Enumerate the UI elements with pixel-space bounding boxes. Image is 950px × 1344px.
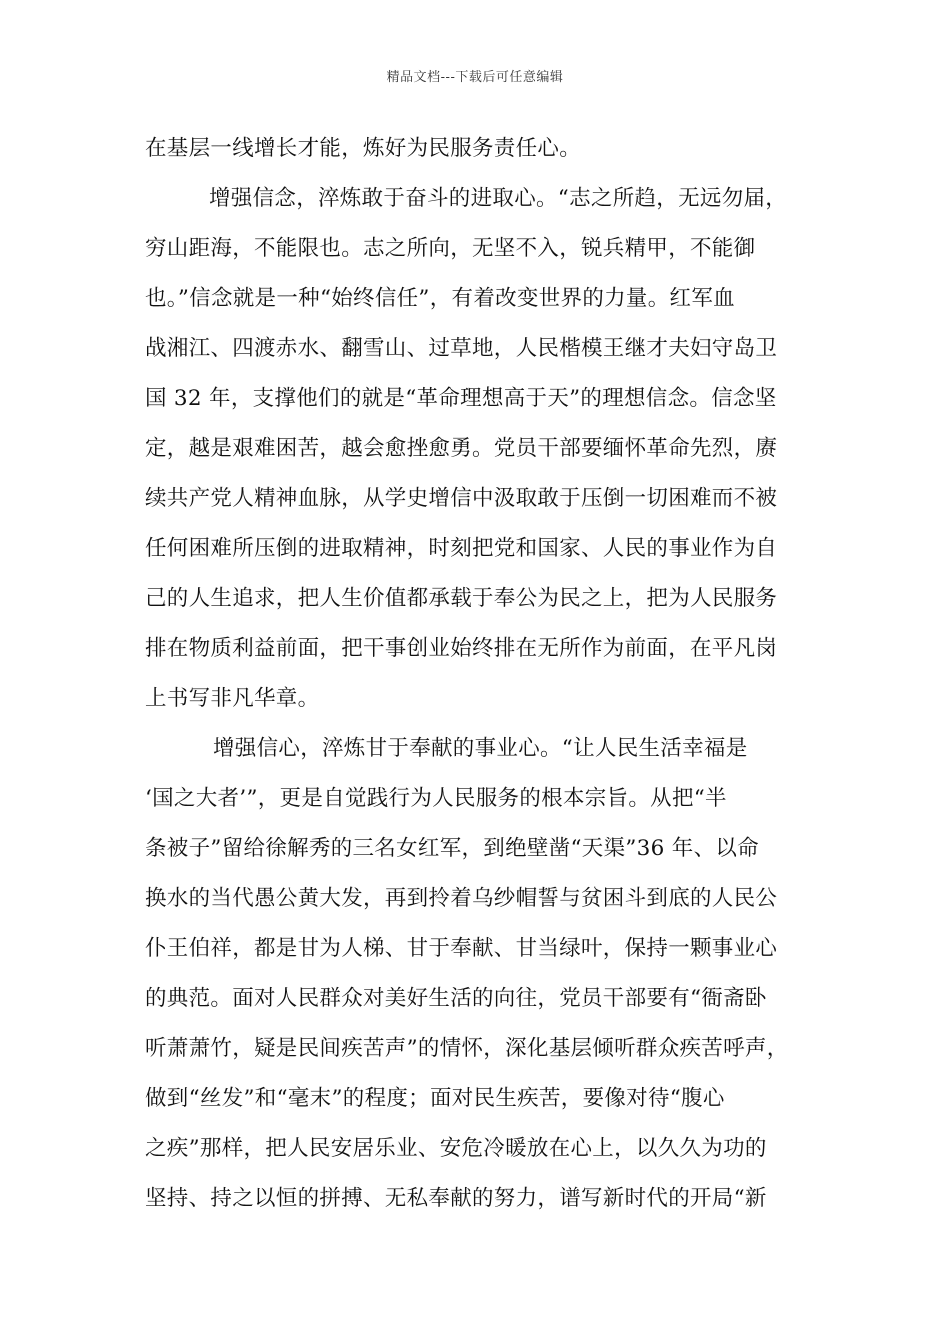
paragraph-3-line-4: 换水的当代愚公黄大发，再到拎着乌纱帽誓与贫困斗到底的人民公: [145, 886, 778, 911]
paragraph-3-line-6: 的典范。面对人民群众对美好生活的向往，党员干部要有“衙斋卧: [145, 986, 767, 1011]
paragraph-2-line-10: 排在物质利益前面，把干事创业始终排在无所作为前面，在平凡岗: [145, 636, 778, 661]
page-header: 精品文档---下载后可任意编辑: [386, 70, 564, 85]
paragraph-3-line-8: 做到“丝发”和“毫末”的程度；面对民生疾苦，要像对待“腹心: [145, 1086, 725, 1111]
paragraph-3-line-10: 坚持、持之以恒的拼搏、无私奉献的努力，谱写新时代的开局“新: [145, 1186, 767, 1211]
paragraph-3-line-5: 仆王伯祥，都是甘为人梯、甘于奉献、甘当绿叶，保持一颗事业心: [145, 936, 778, 961]
paragraph-2-line-9: 己的人生追求，把人生价值都承载于奉公为民之上，把为人民服务: [145, 586, 778, 611]
paragraph-2-line-8: 任何困难所压倒的进取精神，时刻把党和国家、人民的事业作为自: [145, 536, 778, 561]
paragraph-2-line-5: 国 32 年，支撑他们的就是“革命理想高于天”的理想信念。信念坚: [145, 386, 777, 411]
paragraph-2-line-4: 战湘江、四渡赤水、翻雪山、过草地，人民楷模王继才夫妇守岛卫: [145, 336, 778, 361]
paragraph-1-line-1: 在基层一线增长才能，炼好为民服务责任心。: [145, 136, 582, 161]
paragraph-3-line-9: 之疾”那样，把人民安居乐业、安危冷暖放在心上，以久久为功的: [145, 1136, 767, 1161]
paragraph-2-line-11: 上书写非凡华章。: [145, 686, 320, 711]
paragraph-3-line-1: 增强信心，淬炼甘于奉献的事业心。“让人民生活幸福是: [213, 736, 748, 761]
paragraph-3-line-7: 听萧萧竹，疑是民间疾苦声”的情怀，深化基层倾听群众疾苦呼声，: [145, 1036, 789, 1061]
paragraph-2-line-6: 定，越是艰难困苦，越会愈挫愈勇。党员干部要缅怀革命先烈，赓: [145, 436, 778, 461]
paragraph-2-line-3: 也。”信念就是一种“始终信任”，有着改变世界的力量。红军血: [145, 286, 735, 311]
paragraph-2-line-1: 增强信念，淬炼敢于奋斗的进取心。“志之所趋，无远勿届，: [209, 186, 788, 211]
paragraph-2-line-2: 穷山距海，不能限也。志之所向，无坚不入，锐兵精甲，不能御: [145, 236, 756, 261]
document-body: [145, 124, 835, 1224]
paragraph-2-line-7: 续共产党人精神血脉，从学史增信中汲取敢于压倒一切困难而不被: [145, 486, 778, 511]
paragraph-3-line-2: ‘国之大者’”，更是自觉践行为人民服务的根本宗旨。从把“半: [145, 786, 727, 811]
paragraph-3-line-3: 条被子”留给徐解秀的三名女红军，到绝壁凿“天渠”36 年、以命: [145, 836, 759, 861]
